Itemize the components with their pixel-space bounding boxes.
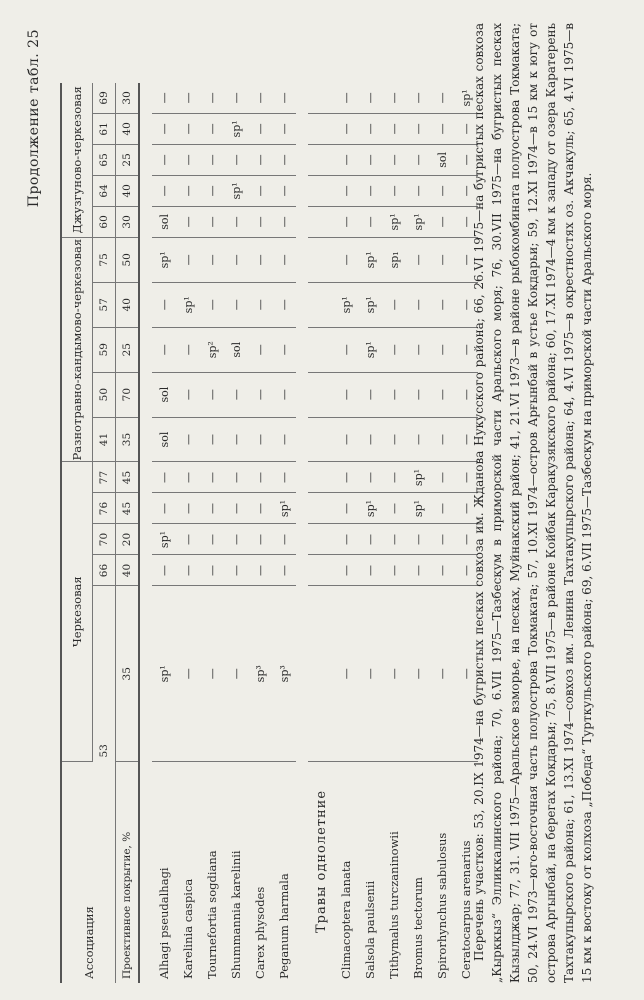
abundance-cell: — [152, 327, 176, 372]
abundance-cell: — [224, 83, 248, 114]
abundance-cell: — [430, 175, 454, 206]
abundance-cell: — [334, 144, 358, 175]
abundance-cell: — [406, 417, 430, 462]
species-name: Tournefortia sogdiana [205, 850, 219, 979]
abundance-cell: — [224, 417, 248, 462]
abundance-cell: — [454, 144, 478, 175]
abundance-cell: — [224, 144, 248, 175]
abundance-cell: — [272, 327, 296, 372]
species-name: Tithymalus turczaninowii [387, 831, 401, 979]
cover-value: 30 [116, 206, 140, 237]
abundance-cell: — [152, 144, 176, 175]
abundance-cell: — [430, 237, 454, 282]
abundance-cell: — [334, 586, 358, 762]
abundance-cell: sp¹ [334, 282, 358, 327]
abundance-cell: — [430, 282, 454, 327]
site-number: 76 [93, 493, 116, 524]
abundance-cell: — [454, 417, 478, 462]
site-number: 64 [93, 175, 116, 206]
abundance-cell: — [176, 372, 200, 417]
abundance-cell: — [248, 555, 272, 586]
abundance-cell: — [176, 113, 200, 144]
abundance-cell: — [248, 417, 272, 462]
data-table [60, 83, 478, 983]
empty-cell [308, 586, 334, 762]
table-row [406, 83, 430, 983]
abundance-cell: — [454, 206, 478, 237]
abundance-cell: sp¹ [358, 237, 382, 282]
abundance-cell: — [248, 524, 272, 555]
table-row [334, 83, 358, 983]
abundance-cell: sp¹ [272, 493, 296, 524]
species-name: Alhagi pseudalhagi [157, 867, 171, 979]
abundance-cell: — [248, 175, 272, 206]
abundance-cell: — [358, 83, 382, 114]
abundance-cell: — [272, 113, 296, 144]
abundance-cell: — [406, 282, 430, 327]
abundance-cell: — [382, 144, 406, 175]
cover-value: 25 [116, 144, 140, 175]
abundance-cell: — [430, 206, 454, 237]
abundance-cell: — [406, 555, 430, 586]
header-row-groups [61, 83, 93, 983]
empty-cell [308, 493, 334, 524]
abundance-cell: sp¹ [358, 327, 382, 372]
abundance-cell: — [406, 524, 430, 555]
rotated-content [20, 23, 620, 983]
abundance-cell: — [454, 327, 478, 372]
abundance-cell: — [430, 462, 454, 493]
abundance-cell: sp¹ [406, 206, 430, 237]
abundance-cell: — [200, 144, 224, 175]
abundance-cell: — [334, 372, 358, 417]
abundance-cell: — [430, 417, 454, 462]
cover-value: 40 [116, 555, 140, 586]
abundance-cell: — [454, 237, 478, 282]
abundance-cell: — [152, 175, 176, 206]
table-row [152, 83, 176, 983]
empty-cell [308, 327, 334, 372]
empty-cell [308, 237, 334, 282]
abundance-cell: — [248, 206, 272, 237]
abundance-cell: — [200, 206, 224, 237]
empty-cell [308, 462, 334, 493]
group-header: Разнотравно-кандымово-черкезовая [61, 237, 93, 462]
header-row-cover [116, 83, 140, 983]
abundance-cell: — [334, 83, 358, 114]
empty-cell [308, 144, 334, 175]
site-number: 75 [93, 237, 116, 282]
species-name: Shummannia karelinii [229, 850, 243, 979]
abundance-cell: — [200, 493, 224, 524]
abundance-cell: — [358, 524, 382, 555]
abundance-cell: — [272, 462, 296, 493]
abundance-cell: — [382, 83, 406, 114]
abundance-cell: — [176, 524, 200, 555]
abundance-cell: — [430, 524, 454, 555]
species-name: Climacoptera lanata [339, 860, 353, 979]
species-name: Spirorhynchus sabulosus [435, 832, 449, 979]
abundance-cell: — [200, 417, 224, 462]
abundance-cell: — [176, 327, 200, 372]
abundance-cell: — [430, 555, 454, 586]
abundance-cell: sol [430, 144, 454, 175]
species-name: Karelinia caspica [181, 878, 195, 979]
abundance-cell: — [224, 282, 248, 327]
abundance-cell: — [200, 175, 224, 206]
abundance-cell: — [406, 237, 430, 282]
spacer-row [296, 83, 308, 983]
abundance-cell: — [358, 372, 382, 417]
abundance-cell: sp¹ [358, 282, 382, 327]
abundance-cell: — [382, 175, 406, 206]
abundance-cell: — [200, 555, 224, 586]
abundance-cell: — [358, 206, 382, 237]
abundance-cell: — [382, 493, 406, 524]
abundance-cell: — [152, 555, 176, 586]
abundance-cell: — [152, 462, 176, 493]
abundance-cell: — [334, 327, 358, 372]
abundance-cell: — [248, 372, 272, 417]
abundance-cell: — [406, 113, 430, 144]
table-row [248, 83, 272, 983]
abundance-cell: sol [152, 206, 176, 237]
abundance-cell: — [176, 83, 200, 114]
site-number: 59 [93, 327, 116, 372]
abundance-cell: — [358, 462, 382, 493]
abundance-cell: — [454, 113, 478, 144]
abundance-cell: — [272, 282, 296, 327]
cover-value: 25 [116, 327, 140, 372]
abundance-cell: — [382, 586, 406, 762]
abundance-cell: — [334, 237, 358, 282]
abundance-cell: — [176, 493, 200, 524]
abundance-cell: — [358, 113, 382, 144]
site-number: 57 [93, 282, 116, 327]
abundance-cell: sp³ [248, 586, 272, 762]
cover-header: Проективное покрытие, % [116, 762, 140, 984]
table-row [430, 83, 454, 983]
abundance-cell: — [176, 144, 200, 175]
abundance-cell: — [406, 144, 430, 175]
abundance-cell: sp² [200, 327, 224, 372]
cover-value: 40 [116, 113, 140, 144]
empty-cell [308, 83, 334, 114]
section-row [308, 83, 334, 983]
abundance-cell: — [176, 555, 200, 586]
abundance-cell: — [272, 524, 296, 555]
abundance-cell: sol [224, 327, 248, 372]
abundance-cell: sol [152, 417, 176, 462]
abundance-cell: — [224, 555, 248, 586]
abundance-cell: — [200, 586, 224, 762]
abundance-cell: — [176, 462, 200, 493]
site-number: 77 [93, 462, 116, 493]
group-header: Джузгуново-черкезовая [61, 83, 93, 238]
abundance-cell: — [454, 282, 478, 327]
species-name: Peganum harmala [277, 873, 291, 979]
abundance-cell: — [430, 83, 454, 114]
abundance-cell: — [334, 555, 358, 586]
abundance-cell: — [454, 555, 478, 586]
empty-cell [308, 282, 334, 327]
abundance-cell: — [430, 586, 454, 762]
abundance-cell: — [224, 237, 248, 282]
species-name: Bromus tectorum [411, 877, 425, 979]
abundance-cell: — [152, 493, 176, 524]
abundance-cell: — [430, 372, 454, 417]
site-number: 61 [93, 113, 116, 144]
abundance-cell: — [200, 372, 224, 417]
abundance-cell: — [176, 586, 200, 762]
abundance-cell: — [224, 493, 248, 524]
abundance-cell: — [200, 237, 224, 282]
abundance-cell: — [430, 493, 454, 524]
abundance-cell: — [430, 327, 454, 372]
cover-value: 45 [116, 493, 140, 524]
cover-value: 50 [116, 237, 140, 282]
abundance-cell: — [248, 327, 272, 372]
abundance-cell: — [200, 83, 224, 114]
table-row [224, 83, 248, 983]
empty-cell [308, 417, 334, 462]
abundance-cell: sp¹ [152, 586, 176, 762]
species-name: Salsola paulsenii [363, 880, 377, 979]
abundance-cell: — [358, 144, 382, 175]
table-row [358, 83, 382, 983]
table-row [200, 83, 224, 983]
abundance-cell: — [272, 372, 296, 417]
abundance-cell: — [406, 327, 430, 372]
abundance-cell: — [334, 524, 358, 555]
abundance-cell: — [334, 113, 358, 144]
abundance-cell: sp¹ [176, 282, 200, 327]
abundance-cell: — [248, 237, 272, 282]
cover-value: 35 [116, 417, 140, 462]
abundance-cell: — [248, 113, 272, 144]
abundance-cell: sol [152, 372, 176, 417]
empty-cell [308, 175, 334, 206]
abundance-cell: sp¹ [406, 493, 430, 524]
abundance-cell: — [358, 417, 382, 462]
cover-value: 70 [116, 372, 140, 417]
abundance-cell: — [334, 462, 358, 493]
abundance-cell: — [248, 282, 272, 327]
site-number: 66 [93, 555, 116, 586]
abundance-cell: — [454, 372, 478, 417]
site-list-footnote: Перечень участков: 53, 20.IX 1974—на бугристых песках совхоза им. Жданова Нукусского района; 66, 26.VI 1975—на бугристых песках совхоза „Кырккыз“ Элликкалинского района; 70, 6.VII 1975—Тазбескум в приморской части Аральского моря; 76, 30.VII 1975—на бугристых песках Кызылджар; 77, 31. VII 1975—Аральское взморье, на песках, Муйнакский район; 41, 21.VI 1973—в районе рыбокомбината полуострова Токмаката; 50, 24.VI 1973—юго-восточная часть полуострова Токмаката; 57, 10.XI 1974—остров Арғынбай в устье Кокдарьи; 59, 12.XI 1974—в 15 км к югу от острова Аргынбай, на берегах Кокдарьи; 75, 8.VII 1975—в районе Койбак Каракузякского района; 60, 17.XI 1974—4 км к западу от озера Каратерень Тахтакупырского района; 61, 13.XI 1974—совхоз им. Ленина Тахтакупырского района; 64, 4.VI 1975—в окрестностях оз. Акчакуль; 65, 4.VI 1975—в 15 км к востоку от колхоза „Победа“ Турткульского района; 69, 6.VII 1975—Тазбескум на приморской части Аральского моря. [472, 23, 594, 983]
abundance-cell: sp¹ [224, 175, 248, 206]
abundance-cell: — [272, 555, 296, 586]
site-number: 65 [93, 144, 116, 175]
abundance-cell: — [248, 83, 272, 114]
abundance-cell: — [176, 175, 200, 206]
abundance-cell: — [334, 175, 358, 206]
abundance-cell: — [454, 586, 478, 762]
abundance-cell: — [224, 372, 248, 417]
group-header: Черкезовая [61, 462, 93, 762]
abundance-cell: — [334, 417, 358, 462]
abundance-cell: — [176, 237, 200, 282]
table-row [176, 83, 200, 983]
cover-value: 40 [116, 175, 140, 206]
abundance-cell: — [454, 493, 478, 524]
abundance-cell: — [406, 83, 430, 114]
abundance-cell: — [272, 175, 296, 206]
empty-cell [308, 113, 334, 144]
abundance-cell: — [176, 206, 200, 237]
site-number: 50 [93, 372, 116, 417]
abundance-cell: — [358, 555, 382, 586]
empty-cell [308, 524, 334, 555]
cover-value: 45 [116, 462, 140, 493]
section-title: Травы однолетние [313, 789, 329, 933]
species-name: Ceratocarpus arenarius [459, 840, 473, 979]
abundance-cell: — [406, 586, 430, 762]
abundance-cell: sp¹ [406, 462, 430, 493]
abundance-cell: — [358, 175, 382, 206]
abundance-cell: — [272, 417, 296, 462]
species-name: Carex physodes [253, 886, 267, 979]
abundance-cell: — [272, 206, 296, 237]
abundance-cell: — [454, 462, 478, 493]
abundance-cell: — [248, 493, 272, 524]
abundance-cell: — [454, 175, 478, 206]
site-number: 70 [93, 524, 116, 555]
site-number: 69 [93, 83, 116, 114]
cover-value: 30 [116, 83, 140, 114]
cover-value: 40 [116, 282, 140, 327]
abundance-cell: sp¹ [152, 524, 176, 555]
abundance-cell: — [358, 586, 382, 762]
abundance-cell: — [382, 372, 406, 417]
abundance-cell: sp³ [272, 586, 296, 762]
abundance-cell: — [334, 206, 358, 237]
abundance-cell: — [152, 83, 176, 114]
abundance-cell: — [200, 524, 224, 555]
abundance-cell: sp₁ [382, 237, 406, 282]
abundance-cell: — [224, 462, 248, 493]
abundance-cell: — [382, 417, 406, 462]
abundance-cell: sp¹ [224, 113, 248, 144]
abundance-cell: sp¹ [358, 493, 382, 524]
abundance-cell: — [382, 327, 406, 372]
table-caption: Продолжение табл. 25 [26, 29, 42, 208]
cover-value: 20 [116, 524, 140, 555]
table-body [139, 83, 478, 983]
abundance-cell: sp¹ [382, 206, 406, 237]
empty-cell [308, 372, 334, 417]
abundance-cell: — [152, 113, 176, 144]
table-row [382, 83, 406, 983]
abundance-cell: — [272, 144, 296, 175]
abundance-cell: — [248, 462, 272, 493]
site-number: 53 [93, 586, 116, 762]
abundance-cell: — [200, 113, 224, 144]
abundance-cell: sp¹ [152, 237, 176, 282]
abundance-cell: — [382, 524, 406, 555]
cover-value: 35 [116, 586, 140, 762]
abundance-cell: — [248, 144, 272, 175]
site-number: 41 [93, 417, 116, 462]
abundance-cell: — [152, 282, 176, 327]
abundance-cell: — [406, 175, 430, 206]
table-row [272, 83, 296, 983]
abundance-cell: — [382, 555, 406, 586]
site-number: 60 [93, 206, 116, 237]
abundance-cell: — [382, 113, 406, 144]
abundance-cell: — [334, 493, 358, 524]
spacer-row [139, 83, 152, 983]
abundance-cell: — [224, 524, 248, 555]
empty-cell [308, 555, 334, 586]
abundance-cell: — [430, 113, 454, 144]
abundance-cell: — [454, 524, 478, 555]
abundance-cell: — [272, 237, 296, 282]
abundance-cell: — [176, 417, 200, 462]
abundance-cell: sp¹ [454, 83, 478, 114]
empty-cell [308, 206, 334, 237]
abundance-cell: — [272, 83, 296, 114]
abundance-cell: — [224, 206, 248, 237]
abundance-cell: — [224, 586, 248, 762]
abundance-cell: — [200, 282, 224, 327]
abundance-cell: — [200, 462, 224, 493]
abundance-cell: — [382, 462, 406, 493]
abundance-cell: — [406, 372, 430, 417]
association-header: Ассоциация [61, 762, 116, 984]
abundance-cell: — [382, 282, 406, 327]
